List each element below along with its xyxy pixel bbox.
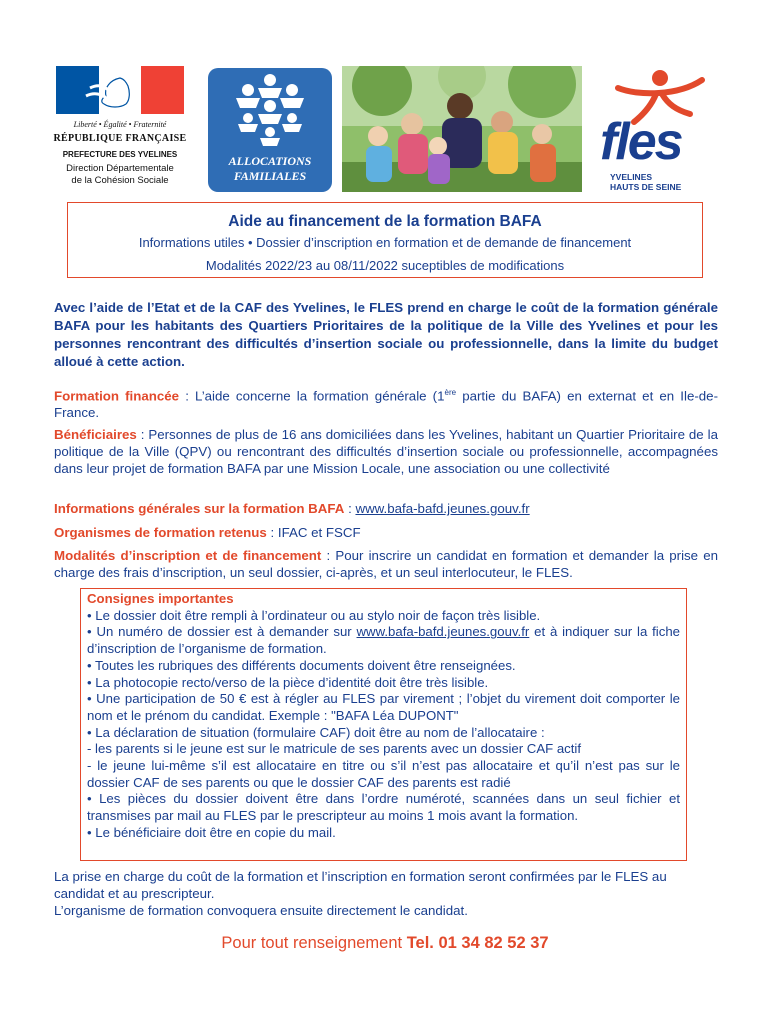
consigne-item-7: • Les pièces du dossier doivent être dans l’ordre numéroté, scannées dans un seul fichier et transmises par mail au FLES par le prescripteur au moins 1 mois avant la formation.: [87, 791, 680, 824]
consigne-item-2-after: et à indiquer sur la fiche d’inscription de l’organisme de formation.: [87, 624, 680, 657]
prefecture-text: PREFECTURE DES YVELINES: [62, 150, 178, 159]
caf-text-line1: ALLOCATIONS: [228, 154, 312, 168]
modalites-note: Modalités 2022/23 au 08/11/2022 suceptibles de modifications: [205, 258, 565, 273]
consignes-title: Consignes importantes: [87, 591, 234, 606]
logo-bar: [50, 66, 720, 196]
organismes-label: Organismes de formation retenus: [54, 525, 267, 540]
contact-text: Pour tout renseignement: [221, 934, 407, 952]
consigne-item-8: • Le bénéficiaire doit être en copie du mail.: [87, 824, 336, 840]
organismes-text: : IFAC et FSCF: [266, 525, 361, 540]
fles-sub-line1: YVELINES: [610, 172, 653, 182]
consignes-box: [80, 588, 687, 861]
fles-wordmark: fles: [600, 113, 682, 171]
consigne-item-6: • La déclaration de situation (formulaire CAF) doit être au nom de l’allocataire :: [87, 724, 545, 740]
consigne-item-5: • Une participation de 50 € est à régler au FLES par virement ; l’objet du virement doit comporter le nom et le prénom du candidat. Exemple : "BAFA Léa DUPONT": [87, 691, 680, 723]
marianne-profile-icon: [80, 74, 150, 110]
bafa-website-link[interactable]: www.bafa-bafd.jeunes.gouv.fr: [355, 501, 530, 516]
page-subtitle: Informations utiles • Dossier d’inscription en formation et de demande de financement: [138, 235, 632, 250]
consigne-item-1: • Le dossier doit être rempli à l’ordinateur ou au stylo noir de façon très lisible.: [87, 607, 541, 623]
beneficiaires-label: Bénéficiaires: [54, 427, 137, 442]
page-title: Aide au financement de la formation BAFA: [228, 213, 542, 230]
formation-text-after: partie du BAFA) en externat et en Ile-de-France.: [54, 388, 718, 421]
prefecture-logo: [50, 66, 190, 196]
outro-section: [54, 868, 718, 919]
direction-text-line2: de la Cohésion Sociale: [71, 175, 169, 186]
contact-line: [0, 934, 770, 953]
modalites-section: [54, 547, 718, 581]
caf-logo: [208, 68, 332, 192]
intro-paragraph: Avec l’aide de l’Etat et de la CAF des Yvelines, le FLES prend en charge le coût de la formation générale BAFA pour les habitants des Quartiers Prioritaires de la politique de la Ville des Yvelines et pour les personnes rencontrant des difficultés d’insertion sociale ou professionnelle, dans la limite du budget alloué à cette action.: [54, 300, 718, 369]
children-photo: [342, 66, 582, 192]
consigne-item-2-before: • Un numéro de dossier est à demander sur: [87, 624, 357, 640]
informations-section: [54, 500, 718, 517]
fles-logo: [598, 66, 720, 196]
consigne-item-6a: - les parents si le jeune est sur le matricule de ses parents avec un dossier CAF actif: [87, 741, 582, 757]
consigne-item-2: [87, 624, 680, 657]
consigne-item-6b: - le jeune lui-même s’il est allocataire en titre ou s’il n’est pas allocataire et qu’il n’est pas sur le dossier CAF de ses parents ou que le dossier CAF des parents est radié: [87, 758, 680, 790]
beneficiaires-text: : Personnes de plus de 16 ans domiciliées dans les Yvelines, habitant un Quartier Prioritaire de la politique de la Ville (QPV) ou rencontrant des difficultés d’insertion sociale ou professionnelle, accompagnées dans leur projet de formation BAFA par une Mission Locale, une association ou une collectivité: [54, 427, 718, 476]
caf-family-icon: [208, 68, 332, 154]
informations-label: Informations générales sur la formation BAFA: [54, 501, 345, 516]
direction-text-line1: Direction Départementale: [66, 163, 174, 174]
motto-text: Liberté • Égalité • Fraternité: [73, 120, 167, 129]
informations-sep: :: [344, 501, 356, 516]
beneficiaires-section: [54, 426, 718, 477]
outro-line2: L’organisme de formation convoquera ensuite directement le candidat.: [54, 903, 468, 918]
contact-phone[interactable]: Tel. 01 34 82 52 37: [406, 934, 549, 952]
formation-label: Formation financée: [54, 388, 180, 404]
formation-text-before: : L’aide concerne la formation générale (1: [179, 388, 445, 404]
outro-line1: La prise en charge du coût de la formation et l’inscription en formation seront confirmées par le FLES au candidat et au prescripteur.: [54, 869, 667, 901]
formation-section: [54, 384, 718, 421]
organismes-section: [54, 524, 718, 541]
title-box: [67, 202, 703, 278]
consigne-bafa-link[interactable]: www.bafa-bafd.jeunes.gouv.fr: [356, 624, 530, 640]
consigne-item-3: • Toutes les rubriques des différents documents doivent être renseignées.: [87, 657, 516, 673]
formation-sup: ère: [444, 388, 457, 397]
fles-sub-line2: HAUTS DE SEINE: [610, 182, 682, 192]
modalites-text: : Pour inscrire un candidat en formation et demander la prise en charge des frais d’inscription, un seul dossier, ci-après, et un seul interlocuteur, le FLES.: [54, 548, 719, 580]
caf-text-line2: FAMILIALES: [233, 169, 307, 183]
consigne-item-4: • La photocopie recto/verso de la pièce d’identité doit être très lisible.: [87, 674, 489, 690]
modalites-label: Modalités d’inscription et de financement: [54, 548, 322, 563]
republic-text: RÉPUBLIQUE FRANÇAISE: [53, 133, 187, 144]
